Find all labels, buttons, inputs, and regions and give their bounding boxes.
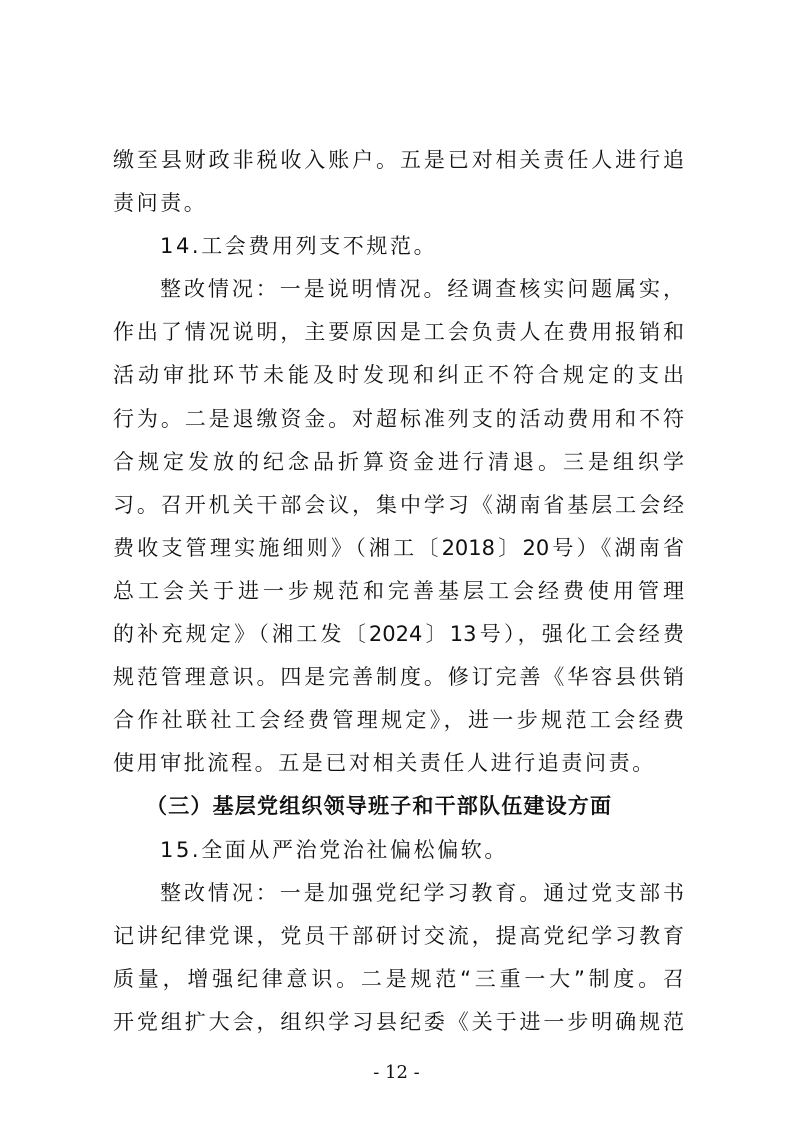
- text-line: 行为。二是退缴资金。对超标准列支的活动费用和不符: [113, 406, 684, 431]
- text-line: 整改情况：一是加强党纪学习教育。通过党支部书: [160, 880, 684, 905]
- text-line: 费收支管理实施细则》（湘工〔2018〕20号）《湖南省: [113, 535, 684, 560]
- text-line: 质量，增强纪律意识。二是规范“三重一大”制度。召: [113, 966, 684, 991]
- text-line: 责问责。: [113, 191, 208, 216]
- text-line: 的补充规定》（湘工发〔2024〕13号），强化工会经费: [113, 622, 684, 647]
- text-line: 习。召开机关干部会议，集中学习《湖南省基层工会经: [113, 492, 684, 517]
- item-title: 15.全面从严治党治社偏松偏软。: [160, 837, 508, 862]
- document-body: [113, 139, 684, 1044]
- text-line: 缴至县财政非税收入账户。五是已对相关责任人进行追: [113, 148, 684, 172]
- text-line: 规范管理意识。四是完善制度。修订完善《华容县供销: [113, 665, 684, 690]
- text-line: 整改情况：一是说明情况。经调查核实问题属实，: [160, 277, 684, 302]
- text-line: 使用审批流程。五是已对相关责任人进行追责问责。: [113, 751, 656, 776]
- text-line: 总工会关于进一步规范和完善基层工会经费使用管理: [113, 578, 684, 603]
- text-line: 开党组扩大会，组织学习县纪委《关于进一步明确规范: [113, 1009, 684, 1034]
- item-title: 14.工会费用列支不规范。: [160, 234, 438, 259]
- page-number: - 12 -: [373, 1062, 420, 1083]
- text-line: 活动审批环节未能及时发现和纠正不符合规定的支出: [113, 363, 684, 388]
- text-line: 合规定发放的纪念品折算资金进行清退。三是组织学: [113, 449, 684, 474]
- text-line: 记讲纪律党课，党员干部研讨交流，提高党纪学习教育: [113, 923, 684, 948]
- text-line: 作出了情况说明，主要原因是工会负责人在费用报销和: [113, 320, 684, 345]
- section-heading: （三）基层党组织领导班子和干部队伍建设方面: [146, 794, 613, 819]
- text-line: 合作社联社工会经费管理规定》，进一步规范工会经费: [113, 708, 684, 733]
